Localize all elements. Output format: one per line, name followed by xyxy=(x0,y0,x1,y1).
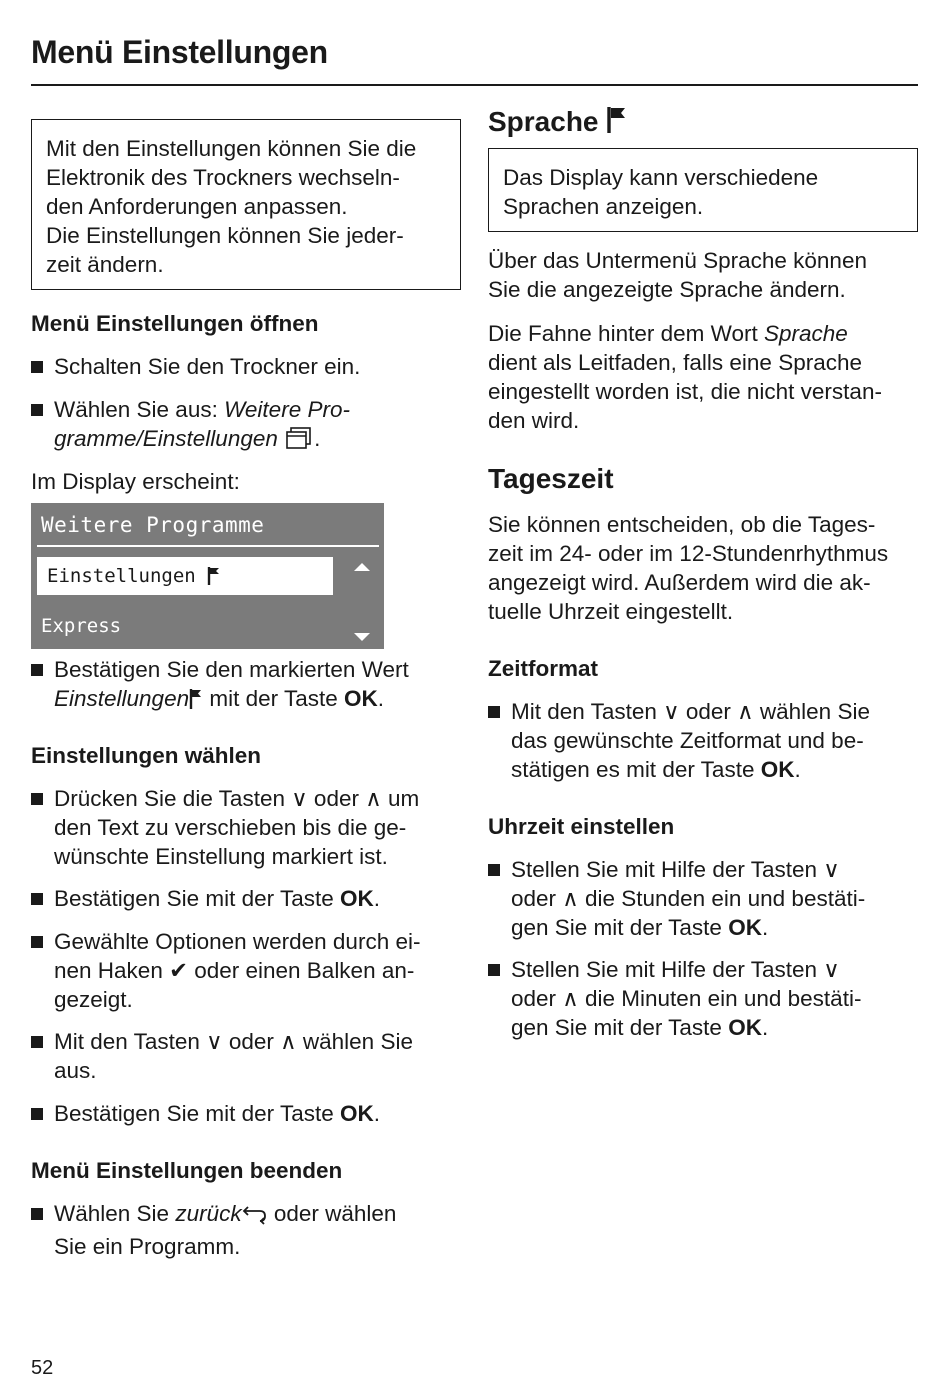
page-number: 52 xyxy=(31,1357,54,1379)
bullet-square-icon xyxy=(31,893,43,905)
bullet-square-icon xyxy=(488,864,500,876)
list-item: Mit den Tasten ∨ oder ∧ wählen Sie aus. xyxy=(31,1027,461,1085)
bullet-square-icon xyxy=(488,706,500,718)
section-heading-tageszeit: Tageszeit xyxy=(488,463,614,494)
back-arrow-icon xyxy=(242,1203,268,1232)
bullet-square-icon xyxy=(31,361,43,373)
section-heading-choose: Einstellungen wählen xyxy=(31,743,262,768)
display-divider xyxy=(37,545,379,547)
bullet-square-icon xyxy=(31,404,43,416)
bullet-square-icon xyxy=(488,964,500,976)
list-item: Wählen Sie aus: Weitere Pro- gramme/Einstellungen . xyxy=(31,395,461,457)
intro-line: Elektronik des Trockners wechseln- xyxy=(46,165,400,190)
display-title: Weitere Programme xyxy=(41,513,265,537)
page-title: Menü Einstellungen xyxy=(31,34,328,70)
scroll-up-arrow-icon xyxy=(353,559,371,577)
section-heading-sprache: Sprache xyxy=(488,105,628,143)
bullet-square-icon xyxy=(31,1208,43,1220)
bullet-square-icon xyxy=(31,664,43,676)
flag-icon xyxy=(606,105,628,143)
bullet-square-icon xyxy=(31,793,43,805)
list-item: Schalten Sie den Trockner ein. xyxy=(31,352,461,381)
title-divider xyxy=(31,84,918,86)
list-item: Stellen Sie mit Hilfe der Tasten ∨ oder ∧ die Minuten ein und bestäti- gen Sie mit der Taste OK. xyxy=(488,955,918,1042)
list-item: Bestätigen Sie mit der Taste OK. xyxy=(31,1099,461,1128)
intro-box xyxy=(31,119,461,290)
intro-line: den Anforderungen anpassen. xyxy=(46,194,348,219)
section-heading-zeitformat: Zeitformat xyxy=(488,656,599,681)
bullet-square-icon xyxy=(31,936,43,948)
list-item: Mit den Tasten ∨ oder ∧ wählen Sie das gewünschte Zeitformat und be- stätigen es mit der Taste OK. xyxy=(488,697,918,784)
flag-icon xyxy=(207,566,221,591)
tageszeit-paragraph: Sie können entscheiden, ob die Tages- zeit im 24- oder im 12-Stundenrhythmus angezeigt wird. Außerdem wird die ak- tuelle Uhrzeit eingestellt. xyxy=(488,512,889,624)
display-screen xyxy=(31,503,384,649)
list-item: Gewählte Optionen werden durch ei- nen Haken ✔ oder einen Balken an- gezeigt. xyxy=(31,927,461,1014)
display-intro-text: Im Display erscheint: xyxy=(31,469,240,494)
display-selected-item: Einstellungen xyxy=(37,557,333,595)
list-item: Bestätigen Sie mit der Taste OK. xyxy=(31,884,461,913)
list-item: Drücken Sie die Tasten ∨ oder ∧ um den Text zu verschieben bis die ge- wünschte Einstellung markiert ist. xyxy=(31,784,461,871)
flag-icon xyxy=(189,688,203,717)
list-item: Bestätigen Sie den markierten Wert Einstellungen mit der Taste OK. xyxy=(31,655,461,717)
checkmark-icon: ✔ xyxy=(169,958,188,983)
sprache-info-box: Das Display kann verschiedene Sprachen anzeigen. xyxy=(488,148,918,232)
bullet-square-icon xyxy=(31,1036,43,1048)
sprache-paragraph: Die Fahne hinter dem Wort Sprache dient als Leitfaden, falls eine Sprache eingestellt worden ist, die nicht verstan- den wird. xyxy=(488,321,882,433)
list-item: Wählen Sie zurück oder wählen Sie ein Programm. xyxy=(31,1199,461,1261)
scroll-down-arrow-icon xyxy=(353,629,371,647)
display-item-express: Express xyxy=(41,615,122,637)
multiple-windows-icon xyxy=(284,426,314,457)
intro-line: Die Einstellungen können Sie jeder- xyxy=(46,223,404,248)
intro-line: zeit ändern. xyxy=(46,252,164,277)
list-item: Stellen Sie mit Hilfe der Tasten ∨ oder ∧ die Stunden ein und bestäti- gen Sie mit der Taste OK. xyxy=(488,855,918,942)
section-heading-uhrzeit: Uhrzeit einstellen xyxy=(488,814,675,839)
intro-line: Mit den Einstellungen können Sie die xyxy=(46,136,417,161)
section-heading-open: Menü Einstellungen öffnen xyxy=(31,311,319,336)
section-heading-end: Menü Einstellungen beenden xyxy=(31,1158,343,1183)
bullet-square-icon xyxy=(31,1108,43,1120)
sprache-paragraph: Über das Untermenü Sprache können Sie die angezeigte Sprache ändern. xyxy=(488,248,867,302)
